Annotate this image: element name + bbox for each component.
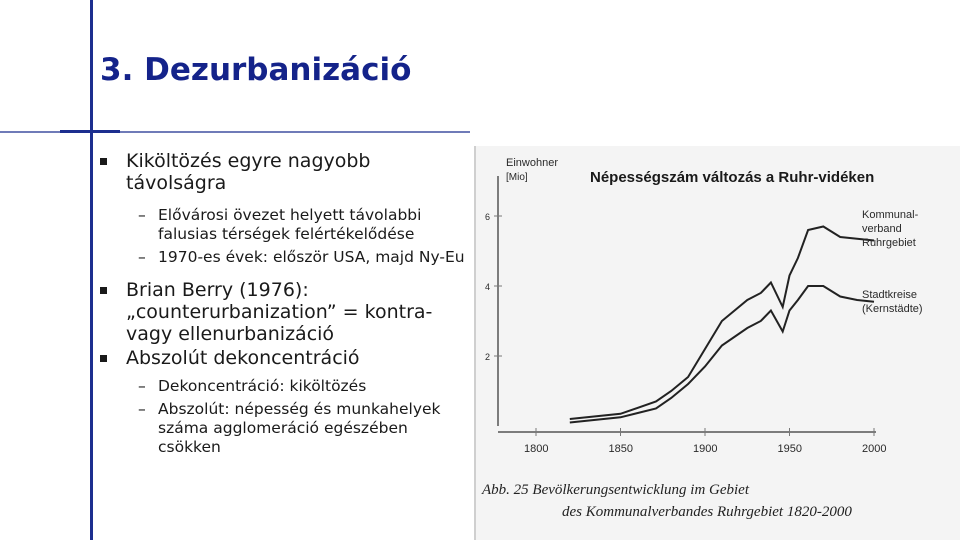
bullet-item bbox=[100, 150, 472, 194]
slide-vertical-rule bbox=[90, 0, 93, 540]
bullet-text: Abszolút dekoncentráció bbox=[126, 347, 360, 369]
x-tick-label: 1900 bbox=[693, 443, 718, 455]
series-line-1 bbox=[570, 227, 874, 420]
dash-icon: – bbox=[138, 248, 146, 266]
population-chart bbox=[476, 146, 960, 540]
x-tick-label: 1950 bbox=[777, 443, 802, 455]
bullet-item bbox=[100, 279, 472, 345]
bullet-square-icon bbox=[100, 158, 107, 165]
sub-bullet-text: Elővárosi övezet helyett távolabbi falusias térségek felértékelődése bbox=[158, 206, 422, 243]
figure-caption-line-2: des Kommunalverbandes Ruhrgebiet 1820-2000 bbox=[562, 504, 852, 520]
sub-bullet-text: 1970-es évek: először USA, majd Ny-Eu bbox=[158, 248, 465, 266]
y-tick-label: 4 bbox=[485, 282, 491, 292]
bullet-text: Kiköltözés egyre nagyobb távolságra bbox=[126, 150, 371, 194]
bullet-item bbox=[100, 347, 472, 369]
dash-icon: – bbox=[138, 206, 146, 224]
dash-icon: – bbox=[138, 377, 146, 395]
x-tick-label: 1850 bbox=[608, 443, 633, 455]
x-tick-label: 2000 bbox=[862, 443, 887, 455]
population-chart-figure bbox=[474, 146, 960, 540]
series-label-1-line: Ruhrgebiet bbox=[862, 237, 916, 249]
series-label-2-line: (Kernstädte) bbox=[862, 303, 923, 315]
series-line-2 bbox=[570, 286, 874, 423]
y-tick-label: 2 bbox=[485, 352, 491, 362]
y-tick-label: 6 bbox=[485, 212, 491, 222]
rule-cross-accent bbox=[60, 130, 120, 133]
x-tick-label: 1800 bbox=[524, 443, 549, 455]
y-axis-unit: [Mio] bbox=[506, 172, 528, 183]
sub-bullet-item bbox=[100, 248, 472, 267]
sub-bullet-item bbox=[100, 377, 472, 396]
bullet-list bbox=[100, 150, 472, 461]
series-label-2-line: Stadtkreise bbox=[862, 289, 918, 301]
dash-icon: – bbox=[138, 400, 146, 418]
bullet-text: Brian Berry (1976): „counterurbanization” = kontra- vagy ellenurbanizáció bbox=[126, 279, 433, 345]
sub-bullet-item bbox=[100, 206, 472, 244]
slide-title: 3. Dezurbanizáció bbox=[100, 52, 412, 88]
series-label-1-line: verband bbox=[862, 223, 902, 235]
chart-title: Népességszám változás a Ruhr-vidéken bbox=[590, 169, 875, 186]
figure-caption-line-1: Abb. 25 Bevölkerungsentwicklung im Gebiet bbox=[482, 482, 750, 498]
bullet-square-icon bbox=[100, 287, 107, 294]
sub-bullet-text: Dekoncentráció: kiköltözés bbox=[158, 377, 367, 395]
bullet-square-icon bbox=[100, 355, 107, 362]
sub-bullet-item bbox=[100, 400, 472, 457]
y-axis-label: Einwohner bbox=[506, 157, 558, 169]
sub-bullet-text: Abszolút: népesség és munkahelyek száma agglomeráció egészében csökken bbox=[158, 400, 441, 456]
series-label-1-line: Kommunal- bbox=[862, 209, 919, 221]
